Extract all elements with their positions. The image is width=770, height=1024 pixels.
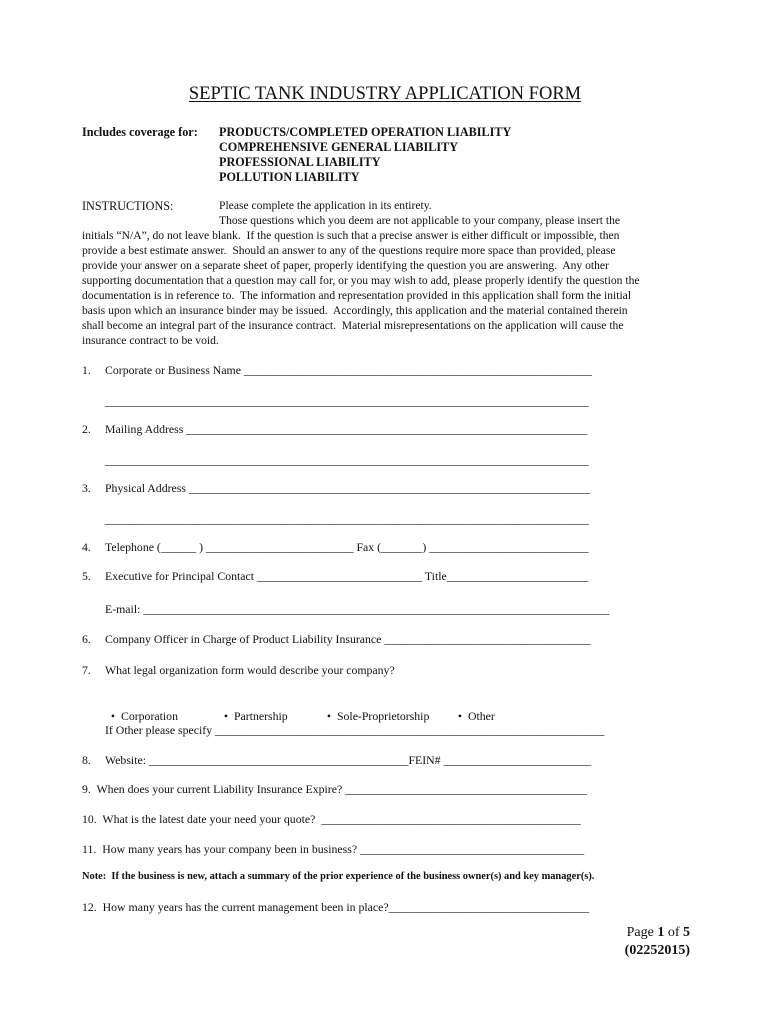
bullet-icon: • <box>457 709 463 723</box>
website-fein-field[interactable]: Website: ____________________________________________FEIN# _________________________ <box>105 753 591 767</box>
telephone-fax-field[interactable]: Telephone (______ ) _________________________ Fax (_______) ___________________________ <box>105 540 589 554</box>
mailing-address-field[interactable]: Mailing Address ____________________________________________________________________ <box>105 422 588 436</box>
coverage-item: POLLUTION LIABILITY <box>219 170 360 184</box>
coverage-label: Includes coverage for: <box>82 125 198 139</box>
question-number: 8. <box>82 753 91 767</box>
coverage-item: PRODUCTS/COMPLETED OPERATION LIABILITY <box>219 125 512 139</box>
instructions-line: basis upon which an insurance binder may be issued. Accordingly, this application and the material contained therein <box>82 304 628 317</box>
mailing-address-field-continued[interactable]: __________________________________________________________________________________ <box>105 453 589 467</box>
instructions-line: provide a best estimate answer. Should an answer to any of the questions require more space than provided, please <box>82 244 616 257</box>
principal-contact-field[interactable]: Executive for Principal Contact ____________________________ Title________________________ <box>105 569 589 583</box>
page-of: of <box>664 925 683 940</box>
product-liability-officer-field[interactable]: Company Officer in Charge of Product Liability Insurance ___________________________________ <box>105 632 591 646</box>
option-partnership[interactable] <box>218 694 288 724</box>
bullet-icon: • <box>110 709 116 723</box>
option-label: Other <box>467 709 495 723</box>
new-business-note: Note: If the business is new, attach a summary of the prior experience of the business owner(s) and key manager(s). <box>82 871 595 882</box>
instructions-line: initials “N/A”, do not leave blank. If the question is such that a precise answer is either difficult or impossible, then <box>82 229 620 242</box>
coverage-item: COMPREHENSIVE GENERAL LIABILITY <box>219 140 459 154</box>
management-years-field[interactable]: 12. How many years has the current management been in place?__________________________________ <box>82 900 590 914</box>
option-label: Partnership <box>233 709 288 723</box>
instructions-line: shall become an integral part of the insurance contract. Material misrepresentations on the application will cause the <box>82 319 624 332</box>
quote-date-field[interactable]: 10. What is the latest date your need your quote? ____________________________________________ <box>82 812 581 826</box>
option-other[interactable] <box>452 694 495 724</box>
page-prefix: Page <box>626 925 658 940</box>
instructions-line: documentation is in reference to. The information and representation provided in this application shall form the initial <box>82 289 632 302</box>
email-field[interactable]: E-mail: _______________________________________________________________________________ <box>105 602 610 616</box>
question-number: 7. <box>82 663 91 677</box>
option-corporation[interactable] <box>105 694 178 724</box>
other-specify-field[interactable]: If Other please specify __________________________________________________________________ <box>105 723 605 737</box>
physical-address-field-continued[interactable]: __________________________________________________________________________________ <box>105 512 589 526</box>
question-number: 4. <box>82 540 91 554</box>
insurance-expire-field[interactable]: 9. When does your current Liability Insurance Expire? _________________________________________ <box>82 782 587 796</box>
question-number: 5. <box>82 569 91 583</box>
bullet-icon: • <box>326 709 332 723</box>
instructions-line: provide your answer on a separate sheet of paper, properly identifying the question you are answering. Any other <box>82 259 609 272</box>
coverage-item: PROFESSIONAL LIABILITY <box>219 155 381 169</box>
option-label: Corporation <box>120 709 178 723</box>
instructions-line: insurance contract to be void. <box>82 334 219 347</box>
instructions-line: supporting documentation that a question may call for, or you may wish to add, please properly identify the question the <box>82 274 640 287</box>
option-label: Sole-Proprietorship <box>336 709 430 723</box>
instructions-line: Please complete the application in its entirety. <box>219 199 432 212</box>
question-number: 2. <box>82 422 91 436</box>
form-code: (02252015) <box>624 943 690 958</box>
option-sole-proprietorship[interactable] <box>321 694 429 724</box>
page-total: 5 <box>683 925 690 940</box>
organization-form-question: What legal organization form would describe your company? <box>105 663 395 677</box>
question-number: 3. <box>82 481 91 495</box>
physical-address-field[interactable]: Physical Address ____________________________________________________________________ <box>105 481 590 495</box>
instructions-line: Those questions which you deem are not applicable to your company, please insert the <box>219 214 621 227</box>
instructions-label: INSTRUCTIONS: <box>82 199 174 213</box>
question-number: 6. <box>82 632 91 646</box>
bullet-icon: • <box>223 709 229 723</box>
years-in-business-field[interactable]: 11. How many years has your company been in business? ______________________________________ <box>82 842 585 856</box>
page-title: SEPTIC TANK INDUSTRY APPLICATION FORM <box>188 84 582 104</box>
question-number: 1. <box>82 363 91 377</box>
page-indicator <box>627 925 690 941</box>
business-name-field[interactable]: Corporate or Business Name ___________________________________________________________ <box>105 363 592 377</box>
business-name-field-continued[interactable]: __________________________________________________________________________________ <box>105 394 589 408</box>
page-number: 1 <box>657 925 665 940</box>
